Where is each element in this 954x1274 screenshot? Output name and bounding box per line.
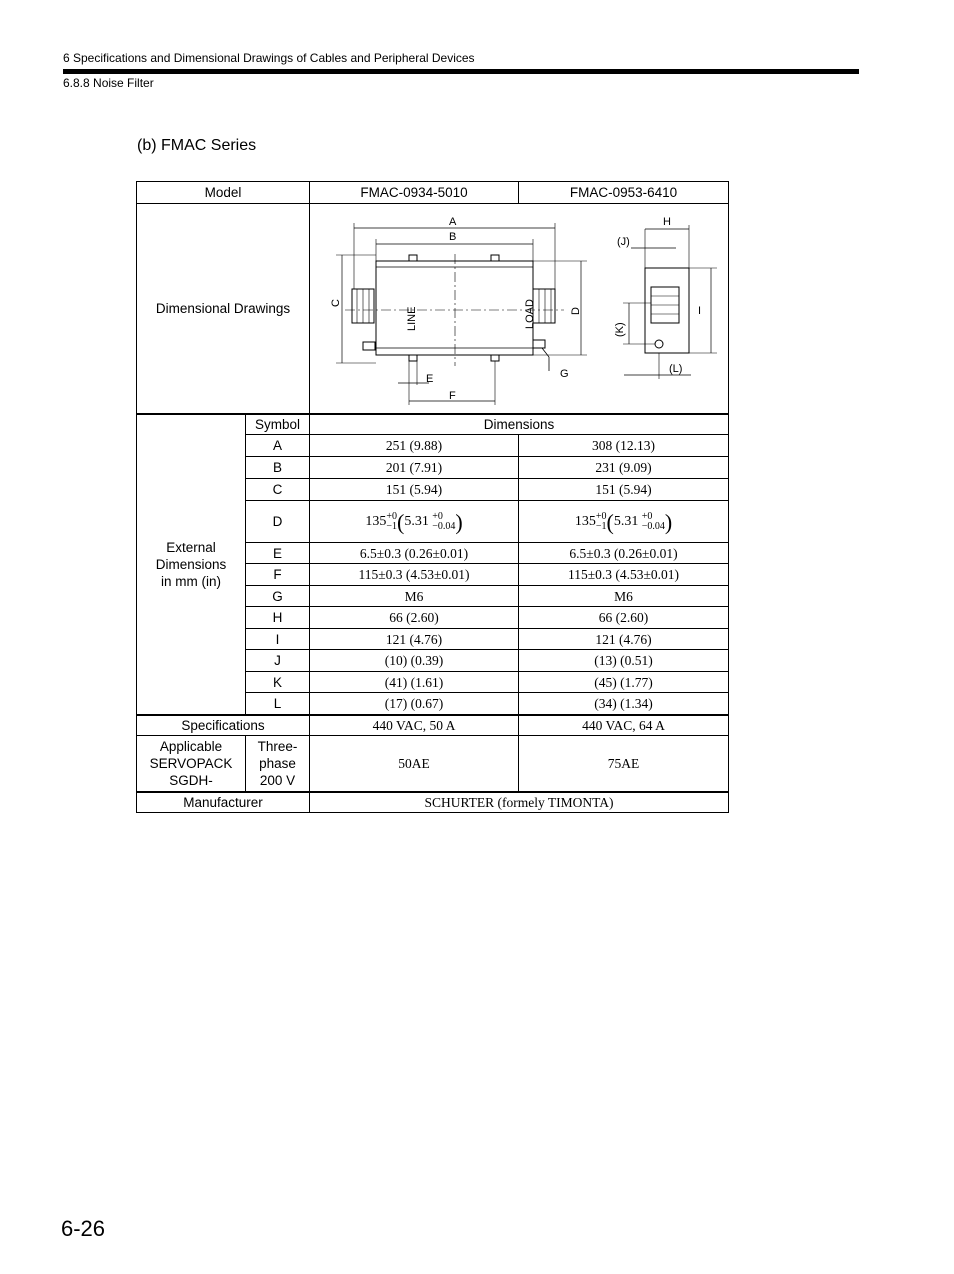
value-cell: (45) (1.77) (519, 672, 729, 693)
value-cell: (13) (0.51) (519, 650, 729, 672)
symbol-cell: H (246, 607, 310, 629)
label-j: (J) (617, 236, 630, 249)
symbol-cell: G (246, 586, 310, 607)
symbol-cell: L (246, 693, 310, 715)
subsection-header: 6.8.8 Noise Filter (63, 76, 154, 90)
d2-in-up: +0 (641, 510, 653, 522)
label-line: LINE (406, 306, 418, 332)
d1-in-up: +0 (432, 510, 443, 522)
applicable-value-1: 50AE (310, 736, 519, 792)
label-a: A (449, 216, 457, 229)
value-cell: 251 (9.88) (310, 435, 519, 457)
d2-tol-low: −1 (595, 520, 607, 532)
value-cell: 201 (7.91) (310, 457, 519, 479)
phase-text: Three-phase 200 V (257, 738, 298, 788)
phase-label (246, 736, 310, 792)
ext-dimensions-text: External Dimensions in mm (in) (155, 539, 227, 589)
applicable-value-2: 75AE (519, 736, 729, 792)
label-g: G (560, 368, 569, 381)
label-d: D (570, 307, 582, 316)
value-cell: 121 (4.76) (519, 629, 729, 650)
d1-in-low: −0.04 (432, 520, 456, 532)
value-cell-d1: 135 +0 −1 (5.31 +0 −0.04 ) (310, 501, 519, 543)
value-cell: (17) (0.67) (310, 693, 519, 715)
value-cell: 115±0.3 (4.53±0.01) (310, 564, 519, 586)
label-l: (L) (669, 363, 683, 376)
value-cell: 6.5±0.3 (0.26±0.01) (519, 543, 729, 564)
d2-base: 135 (574, 513, 596, 529)
value-cell: 66 (2.60) (310, 607, 519, 629)
d1-tol-up: +0 (386, 510, 397, 522)
d1-in-base: 5.31 (404, 513, 429, 529)
symbol-cell: K (246, 672, 310, 693)
applicable-row (137, 736, 729, 792)
label-i: I (698, 305, 702, 318)
symbol-header: Symbol (246, 414, 310, 435)
value-cell: (10) (0.39) (310, 650, 519, 672)
applicable-text: Applicable SERVOPACK SGDH- (149, 738, 233, 788)
d1-tol (386, 512, 397, 532)
symbol-cell: E (246, 543, 310, 564)
d2-in-low: −0.04 (641, 520, 665, 532)
spec-row (137, 715, 729, 736)
model-row (137, 182, 729, 204)
d1-tol-low: −1 (386, 520, 397, 532)
chapter-header: 6 Specifications and Dimensional Drawings of Cables and Peripheral Devices (63, 51, 475, 65)
manufacturer-label: Manufacturer (137, 792, 310, 813)
value-cell-d2: 135 +0 −1 (5.31 +0 −0.04 ) (519, 501, 729, 543)
dimensional-drawing (310, 204, 728, 412)
manufacturer-row (137, 792, 729, 813)
d2-in-tol (642, 512, 665, 532)
label-k: (K) (614, 322, 626, 338)
manufacturer-value: SCHURTER (formely TIMONTA) (310, 792, 729, 813)
model-2: FMAC-0953-6410 (519, 182, 729, 204)
noise-filter-spec-table (136, 181, 729, 813)
spec-label: Specifications (137, 715, 310, 736)
symbol-cell: C (246, 479, 310, 501)
dimensions-header: Dimensions (310, 414, 729, 435)
label-e: E (426, 373, 434, 386)
value-cell: (34) (1.34) (519, 693, 729, 715)
value-cell: 6.5±0.3 (0.26±0.01) (310, 543, 519, 564)
value-cell: 66 (2.60) (519, 607, 729, 629)
value-cell: (41) (1.61) (310, 672, 519, 693)
drawings-label: Dimensional Drawings (137, 204, 310, 414)
spec-value-1: 440 VAC, 50 A (310, 715, 519, 736)
value-cell: 308 (12.13) (519, 435, 729, 457)
symbol-cell: J (246, 650, 310, 672)
d2-tol (596, 512, 607, 532)
symbol-cell: B (246, 457, 310, 479)
value-cell: 151 (5.94) (519, 479, 729, 501)
drawing-row (137, 204, 729, 414)
page-number: 6-26 (61, 1216, 106, 1241)
label-f: F (449, 390, 456, 403)
value-cell: 151 (5.94) (310, 479, 519, 501)
value-cell: 231 (9.09) (519, 457, 729, 479)
symbol-header-row (137, 414, 729, 435)
value-cell: 121 (4.76) (310, 629, 519, 650)
value-cell: 115±0.3 (4.53±0.01) (519, 564, 729, 586)
symbol-cell: A (246, 435, 310, 457)
model-label: Model (137, 182, 310, 204)
model-1: FMAC-0934-5010 (310, 182, 519, 204)
d1-in-tol (432, 512, 455, 532)
d1-base: 135 (365, 513, 387, 529)
symbol-cell: F (246, 564, 310, 586)
label-h: H (663, 216, 671, 229)
drawing-cell (310, 204, 729, 414)
symbol-cell: D (246, 501, 310, 543)
value-cell: M6 (310, 586, 519, 607)
value-cell: M6 (519, 586, 729, 607)
header-rule (63, 69, 859, 74)
applicable-label (137, 736, 246, 792)
d2-in-base: 5.31 (613, 513, 639, 529)
spec-value-2: 440 VAC, 64 A (519, 715, 729, 736)
label-c: C (330, 299, 342, 308)
d2-tol-up: +0 (595, 510, 607, 522)
symbol-cell: I (246, 629, 310, 650)
label-load: LOAD (524, 299, 536, 330)
ext-dimensions-label (137, 414, 246, 715)
section-title: (b) FMAC Series (137, 137, 257, 154)
label-b: B (449, 231, 457, 244)
